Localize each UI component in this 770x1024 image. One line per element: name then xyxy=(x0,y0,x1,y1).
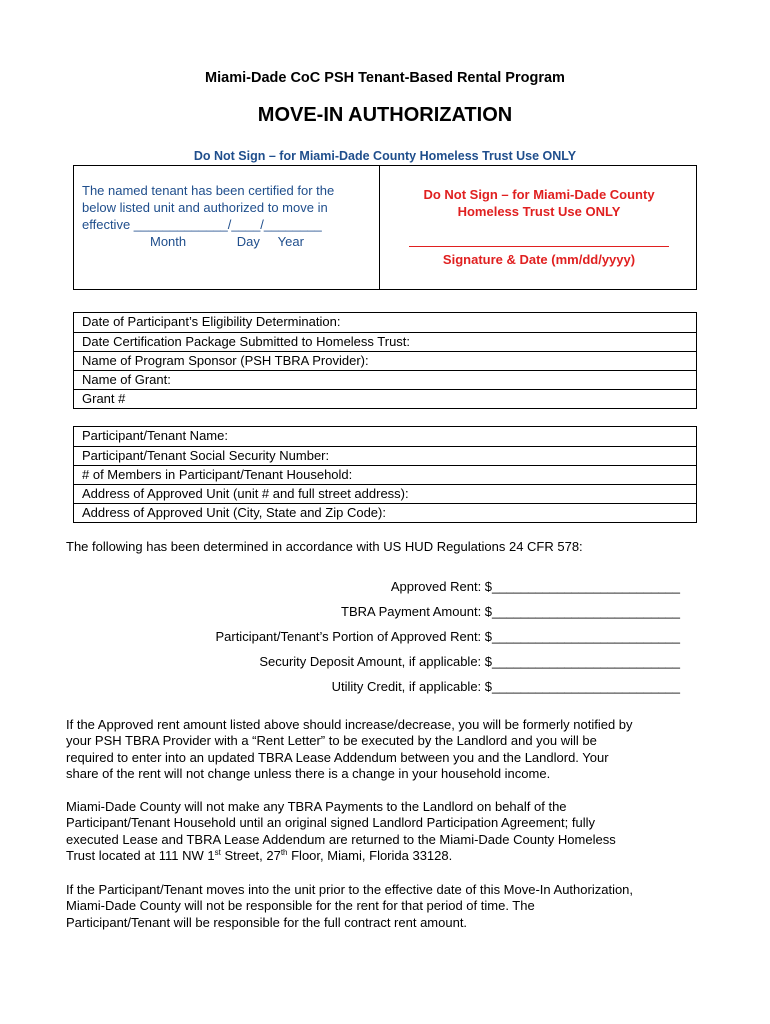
ordinal-suffix: st xyxy=(214,848,221,858)
participant-info-table xyxy=(73,426,697,523)
paragraph-line: Miami-Dade County will not make any TBRA Payments to the Landlord on behalf of the xyxy=(66,799,567,814)
paragraph-line: share of the rent will not change unless there is a change in your household income. xyxy=(66,766,551,782)
unit-city-state-zip-field[interactable]: Address of Approved Unit (City, State and Zip Code): xyxy=(74,503,696,522)
certification-date-field[interactable]: Date Certification Package Submitted to Homeless Trust: xyxy=(74,332,696,351)
signature-line[interactable] xyxy=(409,246,669,247)
paragraph-line: Participant/Tenant Household until an original signed Landlord Participation Agreement; fully xyxy=(66,815,595,831)
paragraph-line: Participant/Tenant will be responsible for the full contract rent amount. xyxy=(66,914,468,930)
signature-notice: Homeless Trust Use ONLY xyxy=(457,204,621,219)
address-text: Floor, Miami, Florida 33128. xyxy=(287,848,453,864)
paragraph-line: If the Approved rent amount listed above should increase/decrease, you will be formerly notified by xyxy=(66,717,633,732)
tenant-ssn-field[interactable]: Participant/Tenant Social Security Number: xyxy=(74,446,696,465)
rent-change-paragraph xyxy=(66,717,696,783)
tbra-payment-field[interactable]: TBRA Payment Amount: $__________________________ xyxy=(341,604,680,619)
determination-statement: The following has been determined in accordance with US HUD Regulations 24 CFR 578: xyxy=(66,539,583,554)
signature-block xyxy=(380,186,698,268)
address-text: Street, 27 xyxy=(220,848,281,864)
tenant-portion-field[interactable]: Participant/Tenant’s Portion of Approved Rent: $__________________________ xyxy=(215,629,680,644)
grant-number-field[interactable]: Grant # xyxy=(74,389,696,408)
date-labels: Month Day Year xyxy=(150,234,304,249)
program-info-table xyxy=(73,312,697,409)
signature-caption: Signature & Date (mm/dd/yyyy) xyxy=(442,252,636,267)
program-title: Miami-Dade CoC PSH Tenant-Based Rental Program xyxy=(205,70,565,86)
unit-street-address-field[interactable]: Address of Approved Unit (unit # and full street address): xyxy=(74,484,696,503)
paragraph-line: If the Participant/Tenant moves into the unit prior to the effective date of this Move-In Authorization, xyxy=(66,882,634,897)
paragraph-line: required to enter into an updated TBRA Lease Addendum between you and the Landlord. Your xyxy=(66,749,609,765)
signature-notice: Do Not Sign – for Miami-Dade County xyxy=(423,187,655,202)
program-sponsor-field[interactable]: Name of Program Sponsor (PSH TBRA Provider): xyxy=(74,351,696,370)
trust-only-label: Do Not Sign – for Miami-Dade County Homeless Trust Use ONLY xyxy=(193,149,577,163)
form-title: MOVE-IN AUTHORIZATION xyxy=(257,104,513,126)
tenant-name-field[interactable]: Participant/Tenant Name: xyxy=(82,428,228,443)
payment-conditions-paragraph xyxy=(66,799,696,865)
security-deposit-field[interactable]: Security Deposit Amount, if applicable: $__________________________ xyxy=(259,654,680,669)
paragraph-line: Miami-Dade County will not be responsible for the rent for that period of time. The xyxy=(66,898,535,914)
rent-amounts xyxy=(0,578,680,703)
trust-address-line xyxy=(66,848,696,864)
address-text: Trust located at 111 NW 1 xyxy=(66,848,215,864)
approved-rent-field[interactable]: Approved Rent: $__________________________ xyxy=(390,579,680,594)
authorization-line: below listed unit and authorized to move in xyxy=(82,200,328,215)
effective-date-field[interactable]: effective _____________/____/________ xyxy=(82,217,322,232)
grant-name-field[interactable]: Name of Grant: xyxy=(74,370,696,389)
utility-credit-field[interactable]: Utility Credit, if applicable: $__________________________ xyxy=(331,679,680,694)
early-move-in-paragraph xyxy=(66,882,696,931)
paragraph-line: executed Lease and TBRA Lease Addendum are returned to the Miami-Dade County Homeless xyxy=(66,831,616,847)
authorization-line: The named tenant has been certified for the xyxy=(82,183,335,198)
authorization-box xyxy=(73,165,697,290)
household-members-field[interactable]: # of Members in Participant/Tenant Household: xyxy=(74,465,696,484)
eligibility-date-field[interactable]: Date of Participant’s Eligibility Determination: xyxy=(82,314,341,329)
paragraph-line: your PSH TBRA Provider with a “Rent Letter” to be executed by the Landlord and you will be xyxy=(66,733,597,749)
ordinal-suffix: th xyxy=(280,848,288,858)
authorization-statement xyxy=(82,182,372,250)
